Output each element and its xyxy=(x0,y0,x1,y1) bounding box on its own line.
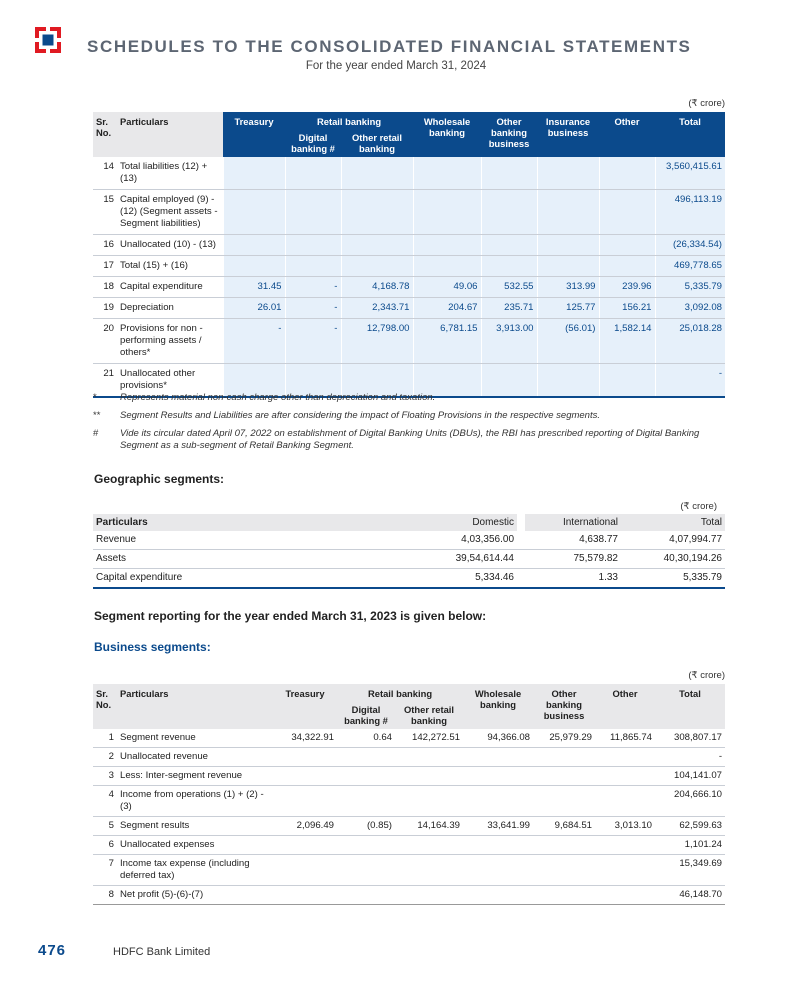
table-row xyxy=(93,298,725,319)
fy23-row-sr: 5 xyxy=(93,817,117,836)
fy23-row-other: 11,865.74 xyxy=(595,729,655,748)
row-other-banking: 3,913.00 xyxy=(481,319,537,364)
fy23-header-digital: Digital banking # xyxy=(337,702,395,729)
table-row xyxy=(93,531,725,550)
header-treasury: Treasury xyxy=(223,112,285,157)
row-digital xyxy=(285,235,341,256)
fy23-row-other-banking xyxy=(533,886,595,905)
fy23-header-particulars: Particulars xyxy=(117,684,273,729)
fy23-row-other-retail xyxy=(395,836,463,855)
row-total: (26,334.54) xyxy=(655,235,725,256)
fy23-row-total: 46,148.70 xyxy=(655,886,725,905)
geographic-table xyxy=(93,514,725,589)
fy23-row-particulars: Unallocated revenue xyxy=(117,748,273,767)
row-wholesale xyxy=(413,190,481,235)
row-wholesale: 49.06 xyxy=(413,277,481,298)
row-total: 3,092.08 xyxy=(655,298,725,319)
fy23-row-particulars: Unallocated expenses xyxy=(117,836,273,855)
row-other-banking xyxy=(481,256,537,277)
row-other-retail: 2,343.71 xyxy=(341,298,413,319)
fy23-header-sr: Sr. No. xyxy=(93,684,117,729)
fy23-row-other-banking xyxy=(533,855,595,886)
fy23-row-total: 62,599.63 xyxy=(655,817,725,836)
row-particulars: Total (15) + (16) xyxy=(117,256,223,277)
page-number: 476 xyxy=(38,942,67,959)
fy23-row-other xyxy=(595,855,655,886)
row-total: 469,778.65 xyxy=(655,256,725,277)
geo-gap xyxy=(517,531,525,550)
header-total: Total xyxy=(655,112,725,157)
geo-gap xyxy=(517,550,525,569)
fy23-row-other: 3,013.10 xyxy=(595,817,655,836)
geo-total: 4,07,994.77 xyxy=(621,531,725,550)
fy23-row-sr: 3 xyxy=(93,767,117,786)
geo-header-total: Total xyxy=(621,514,725,531)
geo-domestic: 4,03,356.00 xyxy=(417,531,517,550)
fy23-row-digital xyxy=(337,836,395,855)
row-other xyxy=(599,157,655,190)
footnote-text: Segment Results and Liabilities are after considering the impact of Floating Provisions in the respective segments. xyxy=(120,410,600,421)
fy23-row-wholesale xyxy=(463,767,533,786)
fy23-header-total: Total xyxy=(655,684,725,729)
row-sr: 14 xyxy=(93,157,117,190)
row-wholesale xyxy=(413,256,481,277)
geo-total: 5,335.79 xyxy=(621,569,725,589)
row-other: 1,582.14 xyxy=(599,319,655,364)
fy23-row-total: 204,666.10 xyxy=(655,786,725,817)
row-sr: 15 xyxy=(93,190,117,235)
fy23-row-particulars: Segment results xyxy=(117,817,273,836)
row-sr: 16 xyxy=(93,235,117,256)
geographic-unit-label: (₹ crore) xyxy=(680,501,717,512)
footnote-mark: # xyxy=(93,428,99,439)
row-other-banking xyxy=(481,190,537,235)
row-other-banking xyxy=(481,157,537,190)
row-particulars: Depreciation xyxy=(117,298,223,319)
row-insurance xyxy=(537,235,599,256)
row-wholesale xyxy=(413,235,481,256)
fy23-row-other-retail: 14,164.39 xyxy=(395,817,463,836)
geo-domestic: 39,54,614.44 xyxy=(417,550,517,569)
fy23-row-treasury: 2,096.49 xyxy=(273,817,337,836)
fy23-row-other xyxy=(595,786,655,817)
table-row xyxy=(93,550,725,569)
row-wholesale xyxy=(413,157,481,190)
fy2023-heading: Segment reporting for the year ended March 31, 2023 is given below: xyxy=(94,609,487,623)
row-other-retail xyxy=(341,235,413,256)
table-row xyxy=(93,569,725,589)
row-digital: - xyxy=(285,298,341,319)
row-total: 3,560,415.61 xyxy=(655,157,725,190)
hdfc-logo-icon xyxy=(35,27,61,53)
footnote xyxy=(93,392,733,404)
fy23-row-other-banking xyxy=(533,836,595,855)
header-digital: Digital banking # xyxy=(285,130,341,157)
fy23-row-treasury: 34,322.91 xyxy=(273,729,337,748)
fy23-row-particulars: Income tax expense (including deferred tax) xyxy=(117,855,273,886)
fy23-row-other xyxy=(595,748,655,767)
row-treasury xyxy=(223,157,285,190)
table-row xyxy=(93,157,725,190)
fy23-row-other-banking xyxy=(533,748,595,767)
fy23-row-particulars: Income from operations (1) + (2) - (3) xyxy=(117,786,273,817)
row-insurance: (56.01) xyxy=(537,319,599,364)
fy23-row-other-banking xyxy=(533,767,595,786)
geo-gap xyxy=(517,569,525,589)
fy23-row-sr: 7 xyxy=(93,855,117,886)
row-total: - xyxy=(655,364,725,398)
row-other-retail: 4,168.78 xyxy=(341,277,413,298)
fy23-row-other-banking: 9,684.51 xyxy=(533,817,595,836)
row-insurance xyxy=(537,157,599,190)
fy23-row-treasury xyxy=(273,855,337,886)
fy23-row-other xyxy=(595,836,655,855)
table-row xyxy=(93,855,725,886)
fy23-row-wholesale xyxy=(463,855,533,886)
fy23-row-treasury xyxy=(273,886,337,905)
row-particulars: Total liabilities (12) + (13) xyxy=(117,157,223,190)
row-digital xyxy=(285,256,341,277)
row-other-banking: 532.55 xyxy=(481,277,537,298)
footer-company: HDFC Bank Limited xyxy=(113,946,211,958)
footnote xyxy=(93,428,733,452)
geo-header-particulars: Particulars xyxy=(93,514,417,531)
footnote-text: Vide its circular dated April 07, 2022 on establishment of Digital Banking Units (DBUs), the RBI has prescribed reporting of Digital Banking Segment as a sub-segment of Retail Banking Segment. xyxy=(120,428,700,451)
row-sr: 17 xyxy=(93,256,117,277)
fy23-row-other-retail xyxy=(395,767,463,786)
table-row xyxy=(93,786,725,817)
table-row xyxy=(93,886,725,905)
row-treasury: 26.01 xyxy=(223,298,285,319)
fy23-header-other-retail: Other retail banking xyxy=(395,702,463,729)
footnote-mark: * xyxy=(93,392,97,403)
row-sr: 18 xyxy=(93,277,117,298)
row-wholesale: 204.67 xyxy=(413,298,481,319)
geo-header-gap xyxy=(517,514,525,531)
row-other-retail: 12,798.00 xyxy=(341,319,413,364)
row-treasury xyxy=(223,256,285,277)
fy23-row-other-retail: 142,272.51 xyxy=(395,729,463,748)
fy23-row-sr: 1 xyxy=(93,729,117,748)
geo-international: 1.33 xyxy=(525,569,621,589)
geo-header-domestic: Domestic xyxy=(417,514,517,531)
header-other-banking: Other banking business xyxy=(481,112,537,157)
page-subtitle: For the year ended March 31, 2024 xyxy=(305,60,487,72)
table-row xyxy=(93,190,725,235)
fy23-row-other-retail xyxy=(395,886,463,905)
footnote-text: Represents material non-cash charge other than depreciation and taxation. xyxy=(120,392,436,403)
fy23-row-total: 308,807.17 xyxy=(655,729,725,748)
row-insurance xyxy=(537,256,599,277)
row-other-retail xyxy=(341,190,413,235)
fy2023-subheading: Business segments: xyxy=(94,640,211,654)
fy23-row-digital xyxy=(337,767,395,786)
header-other: Other xyxy=(599,112,655,157)
row-wholesale: 6,781.15 xyxy=(413,319,481,364)
row-total: 496,113.19 xyxy=(655,190,725,235)
table-row xyxy=(93,235,725,256)
fy23-row-digital xyxy=(337,786,395,817)
geo-particulars: Revenue xyxy=(93,531,417,550)
fy23-header-retail: Retail banking xyxy=(337,684,463,702)
header-particulars: Particulars xyxy=(117,112,223,157)
fy23-row-other-banking xyxy=(533,786,595,817)
table-row xyxy=(93,817,725,836)
header-other-retail: Other retail banking xyxy=(341,130,413,157)
fy23-row-other xyxy=(595,886,655,905)
footnote-mark: ** xyxy=(93,410,101,421)
row-digital: - xyxy=(285,277,341,298)
fy23-header-wholesale: Wholesale banking xyxy=(463,684,533,729)
geographic-heading: Geographic segments: xyxy=(94,472,225,486)
geo-particulars: Assets xyxy=(93,550,417,569)
row-digital xyxy=(285,157,341,190)
geo-international: 75,579.82 xyxy=(525,550,621,569)
row-sr: 21 xyxy=(93,364,117,398)
fy23-row-total: - xyxy=(655,748,725,767)
fy23-row-digital xyxy=(337,748,395,767)
row-other-retail xyxy=(341,157,413,190)
fy23-row-particulars: Less: Inter-segment revenue xyxy=(117,767,273,786)
row-other-banking: 235.71 xyxy=(481,298,537,319)
row-other xyxy=(599,256,655,277)
row-other: 156.21 xyxy=(599,298,655,319)
fy23-row-sr: 8 xyxy=(93,886,117,905)
row-particulars: Capital expenditure xyxy=(117,277,223,298)
table-row xyxy=(93,256,725,277)
fy2023-business-table xyxy=(93,684,725,905)
row-other-banking xyxy=(481,235,537,256)
fy23-row-sr: 4 xyxy=(93,786,117,817)
fy23-header-other: Other xyxy=(595,684,655,729)
row-other: 239.96 xyxy=(599,277,655,298)
fy23-row-sr: 6 xyxy=(93,836,117,855)
fy23-row-treasury xyxy=(273,786,337,817)
row-sr: 20 xyxy=(93,319,117,364)
row-treasury: - xyxy=(223,319,285,364)
fy23-row-wholesale: 33,641.99 xyxy=(463,817,533,836)
fy23-row-other-banking: 25,979.29 xyxy=(533,729,595,748)
geo-particulars: Capital expenditure xyxy=(93,569,417,589)
row-other xyxy=(599,190,655,235)
table-row xyxy=(93,767,725,786)
fy23-row-digital xyxy=(337,855,395,886)
row-particulars: Provisions for non - performing assets / others* xyxy=(117,319,223,364)
fy23-row-total: 15,349.69 xyxy=(655,855,725,886)
row-sr: 19 xyxy=(93,298,117,319)
row-other xyxy=(599,235,655,256)
fy23-row-treasury xyxy=(273,836,337,855)
row-insurance xyxy=(537,190,599,235)
fy23-header-treasury: Treasury xyxy=(273,684,337,729)
row-digital: - xyxy=(285,319,341,364)
fy23-row-digital: (0.85) xyxy=(337,817,395,836)
fy23-row-other-retail xyxy=(395,855,463,886)
fy23-header-other-banking: Other banking business xyxy=(533,684,595,729)
fy23-row-particulars: Net profit (5)-(6)-(7) xyxy=(117,886,273,905)
fy23-row-other-retail xyxy=(395,748,463,767)
footnotes xyxy=(93,392,733,458)
header-retail: Retail banking xyxy=(285,112,413,130)
fy23-row-wholesale: 94,366.08 xyxy=(463,729,533,748)
fy23-row-wholesale xyxy=(463,786,533,817)
fy23-row-other xyxy=(595,767,655,786)
unit-label: (₹ crore) xyxy=(688,98,725,109)
header-sr: Sr. No. xyxy=(93,112,117,157)
table-row xyxy=(93,277,725,298)
fy23-row-total: 104,141.07 xyxy=(655,767,725,786)
row-other-retail xyxy=(341,256,413,277)
row-insurance: 313.99 xyxy=(537,277,599,298)
geo-total: 40,30,194.26 xyxy=(621,550,725,569)
row-particulars: Capital employed (9) - (12) (Segment assets - Segment liabilities) xyxy=(117,190,223,235)
fy23-row-other-retail xyxy=(395,786,463,817)
table-row xyxy=(93,729,725,748)
table-row xyxy=(93,319,725,364)
geo-international: 4,638.77 xyxy=(525,531,621,550)
fy23-row-wholesale xyxy=(463,886,533,905)
geo-header-international: International xyxy=(525,514,621,531)
fy2023-unit-label: (₹ crore) xyxy=(688,670,725,681)
row-total: 25,018.28 xyxy=(655,319,725,364)
business-segments-table xyxy=(93,112,725,398)
page-title: SCHEDULES TO THE CONSOLIDATED FINANCIAL STATEMENTS xyxy=(87,37,692,56)
fy23-row-treasury xyxy=(273,748,337,767)
fy23-row-digital: 0.64 xyxy=(337,729,395,748)
table-row xyxy=(93,836,725,855)
fy23-row-digital xyxy=(337,886,395,905)
row-treasury xyxy=(223,235,285,256)
fy23-row-sr: 2 xyxy=(93,748,117,767)
fy23-row-wholesale xyxy=(463,836,533,855)
row-particulars: Unallocated other provisions* xyxy=(117,364,223,398)
footnote xyxy=(93,410,733,422)
fy23-row-particulars: Segment revenue xyxy=(117,729,273,748)
fy23-row-wholesale xyxy=(463,748,533,767)
row-treasury: 31.45 xyxy=(223,277,285,298)
fy23-row-treasury xyxy=(273,767,337,786)
header-insurance: Insurance business xyxy=(537,112,599,157)
row-total: 5,335.79 xyxy=(655,277,725,298)
row-treasury xyxy=(223,190,285,235)
row-insurance: 125.77 xyxy=(537,298,599,319)
row-digital xyxy=(285,190,341,235)
header-wholesale: Wholesale banking xyxy=(413,112,481,157)
fy23-row-total: 1,101.24 xyxy=(655,836,725,855)
geo-domestic: 5,334.46 xyxy=(417,569,517,589)
row-particulars: Unallocated (10) - (13) xyxy=(117,235,223,256)
table-row xyxy=(93,748,725,767)
